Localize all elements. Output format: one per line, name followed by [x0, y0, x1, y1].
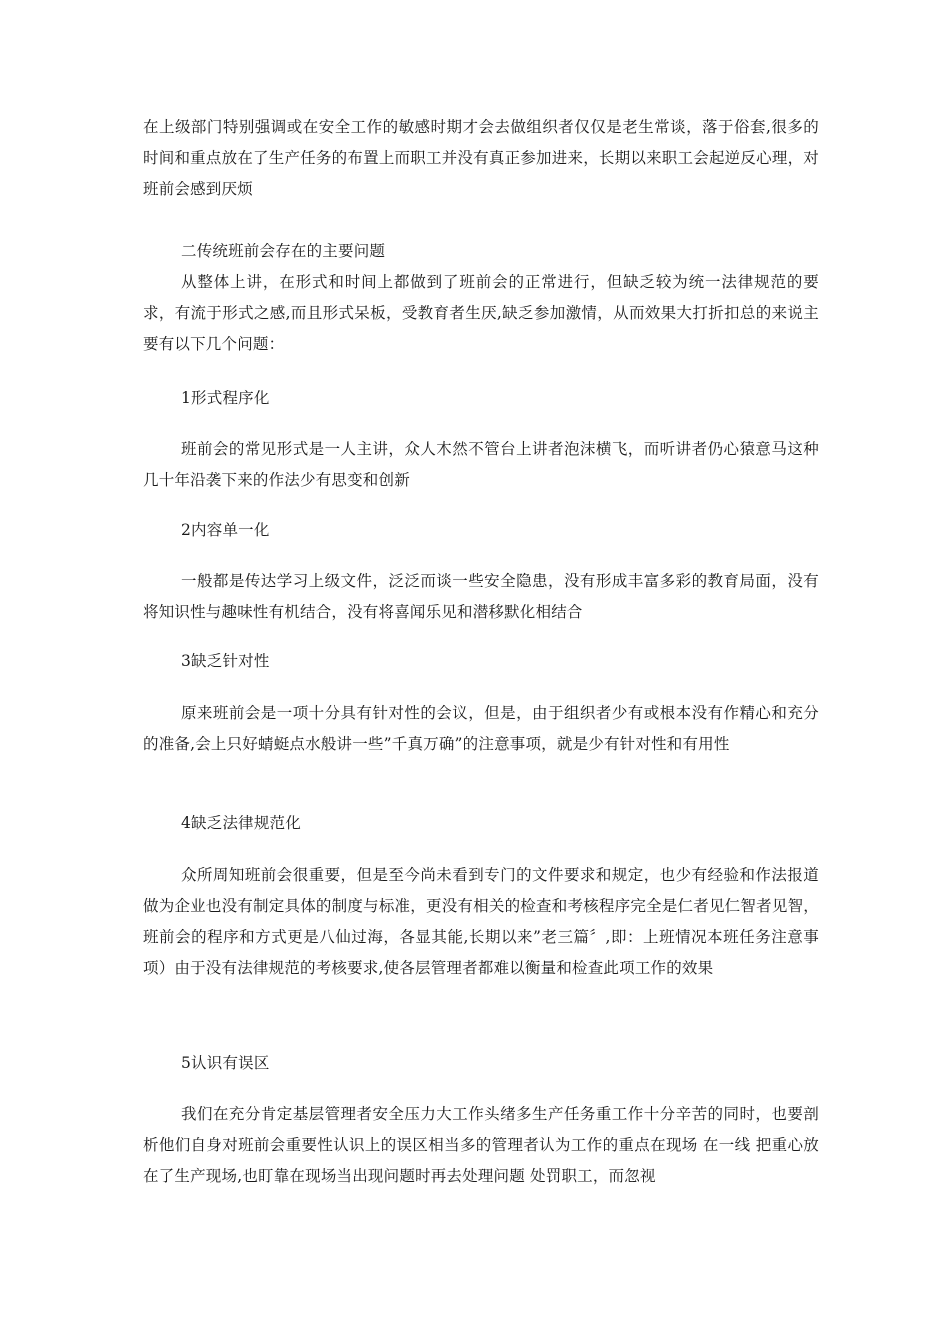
heading-item-3: 3缺乏针对性 [181, 652, 270, 670]
heading-item-5: 5认识有误区 [181, 1054, 270, 1072]
heading-item-1: 1形式程序化 [181, 389, 270, 407]
heading-item-2: 2内容单一化 [181, 521, 270, 539]
paragraph-item-1: 班前会的常见形式是一人主讲，众人木然不管台上讲者泡沫横飞，而听讲者仍心猿意马这种几十年沿袭下来的作法少有思变和创新 [143, 440, 819, 489]
paragraph-item-4: 众所周知班前会很重要，但是至今尚未看到专门的文件要求和规定，也少有经验和作法报道做为企业也没有制定具体的制度与标准，更没有相关的检查和考核程序完全是仁者见仁智者见智，班前会的程序和方式更是八仙过海，各显其能,长期以来”老三篇〞,即：上班情况本班任务注意事项）由于没有法律规范的考核要求,使各层管理者都难以衡量和检查此项工作的效果 [143, 866, 819, 977]
paragraph-item-3: 原来班前会是一项十分具有针对性的会议，但是，由于组织者少有或根本没有作精心和充分的准备,会上只好蜻蜓点水般讲一些”千真万确”的注意事项，就是少有针对性和有用性 [143, 704, 819, 753]
paragraph-intro-continued: 在上级部门特别强调或在安全工作的敏感时期才会去做组织者仅仅是老生常谈，落于俗套,很多的时间和重点放在了生产任务的布置上而职工并没有真正参加进来，长期以来职工会起逆反心理，对班前会感到厌烦 [143, 118, 819, 198]
paragraph-item-5: 我们在充分肯定基层管理者安全压力大工作头绪多生产任务重工作十分辛苦的同时，也要剖析他们自身对班前会重要性认识上的误区相当多的管理者认为工作的重点在现场 在一线 把重心放在了生产现场,也盯靠在现场当出现问题时再去处理问题 处罚职工，而忽视 [143, 1105, 819, 1185]
paragraph-overview: 从整体上讲，在形式和时间上都做到了班前会的正常进行，但缺乏较为统一法律规范的要求，有流于形式之感,而且形式呆板，受教育者生厌,缺乏参加激情，从而效果大打折扣总的来说主要有以下几个问题： [143, 273, 819, 353]
paragraph-item-2: 一般都是传达学习上级文件，泛泛而谈一些安全隐患，没有形成丰富多彩的教育局面，没有将知识性与趣味性有机结合，没有将喜闻乐见和潜移默化相结合 [143, 572, 819, 621]
section-heading-main-problems: 二传统班前会存在的主要问题 [181, 242, 386, 260]
heading-item-4: 4缺乏法律规范化 [181, 814, 301, 832]
